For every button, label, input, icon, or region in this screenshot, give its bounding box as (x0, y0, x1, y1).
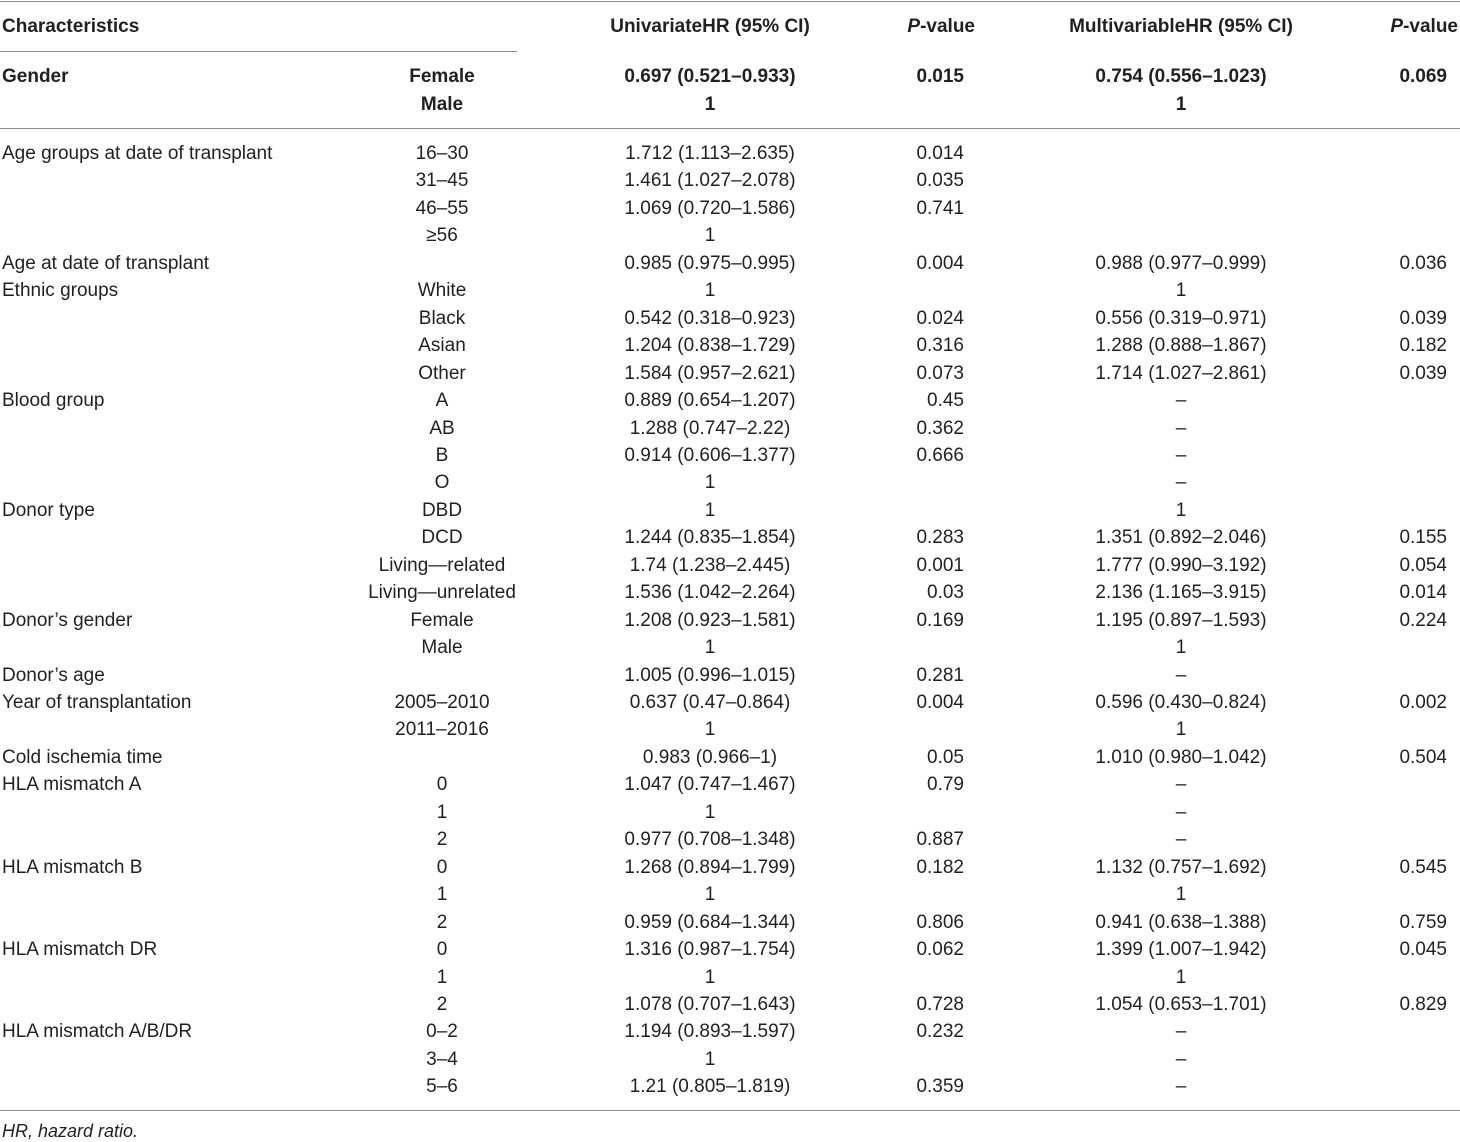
row-univariate-hr: 1.208 (0.923–1.581) (624, 609, 796, 631)
row-univariate-hr: 1 (704, 280, 716, 302)
row-multivariable-p: 0.045 (1399, 939, 1447, 961)
row-multivariable-hr: 1 (1175, 280, 1187, 302)
row-univariate-hr: 1 (704, 884, 716, 906)
row-category: Black (418, 307, 466, 329)
row-univariate-p: 0.79 (927, 774, 964, 796)
row-univariate-p: 0.316 (916, 335, 964, 357)
row-multivariable-hr: – (1175, 472, 1187, 494)
row-multivariable-hr: 0.556 (0.319–0.971) (1095, 307, 1267, 329)
row-univariate-hr: 1.461 (1.027–2.078) (624, 170, 796, 192)
row-multivariable-hr: 1 (1175, 966, 1187, 988)
row-univariate-p: 0.283 (916, 527, 964, 549)
row-univariate-hr: 0.914 (0.606–1.377) (624, 444, 796, 466)
header-univariate-p (907, 15, 975, 39)
row-multivariable-hr: 0.754 (0.556–1.023) (1095, 66, 1267, 87)
row-multivariable-hr: 1.351 (0.892–2.046) (1095, 527, 1267, 549)
row-category: DCD (421, 527, 463, 549)
row-category: 46–55 (415, 197, 469, 219)
row-univariate-hr: 1.047 (0.747–1.467) (624, 774, 796, 796)
row-characteristic: Age at date of transplant (2, 252, 210, 274)
row-category: 2 (436, 911, 448, 933)
row-category: 1 (436, 884, 448, 906)
row-multivariable-hr: 2.136 (1.165–3.915) (1095, 582, 1267, 604)
header-multivariable-p (1390, 15, 1458, 39)
row-univariate-p: 0.073 (916, 362, 964, 384)
row-category: 2 (436, 993, 448, 1015)
row-category: Male (421, 637, 463, 659)
characteristics-underline (0, 51, 517, 52)
row-univariate-hr: 0.697 (0.521–0.933) (624, 66, 796, 87)
row-category: 5–6 (426, 1076, 458, 1098)
row-category: 2005–2010 (394, 692, 490, 713)
row-univariate-hr: 1.268 (0.894–1.799) (624, 856, 796, 878)
row-multivariable-p: 0.155 (1399, 527, 1447, 549)
row-multivariable-p: 0.829 (1399, 993, 1447, 1015)
row-multivariable-hr: 1.132 (0.757–1.692) (1095, 856, 1267, 878)
row-multivariable-hr: 1 (1175, 719, 1187, 741)
row-multivariable-hr: 1.010 (0.980–1.042) (1095, 746, 1267, 768)
row-univariate-hr: 0.985 (0.975–0.995) (624, 252, 796, 274)
header-p-italic: P (907, 16, 921, 37)
header-univariate-hr: UnivariateHR (95% CI) (610, 16, 810, 37)
row-category: 31–45 (415, 170, 469, 192)
row-univariate-p: 0.741 (916, 197, 964, 219)
row-multivariable-hr: – (1175, 829, 1187, 851)
row-multivariable-hr: 0.596 (0.430–0.824) (1095, 692, 1267, 713)
row-multivariable-hr: 1.714 (1.027–2.861) (1095, 362, 1267, 384)
row-univariate-hr: 1 (704, 1048, 716, 1070)
row-category: 0–2 (426, 1021, 458, 1043)
row-univariate-hr: 1 (704, 225, 716, 247)
row-multivariable-hr: 1 (1175, 499, 1187, 521)
row-multivariable-hr: 1.777 (0.990–3.192) (1095, 554, 1267, 576)
row-characteristic: Donor’s gender (2, 609, 133, 631)
row-characteristic: HLA mismatch DR (2, 939, 158, 961)
header-p-suffix: -value (1403, 16, 1458, 37)
row-category: 0 (436, 939, 448, 961)
row-multivariable-p: 0.182 (1399, 335, 1447, 357)
row-multivariable-p: 0.759 (1399, 911, 1447, 933)
row-multivariable-hr: 1.288 (0.888–1.867) (1095, 335, 1267, 357)
row-category: 1 (436, 801, 448, 823)
row-multivariable-hr: 1 (1175, 93, 1187, 115)
row-multivariable-hr: – (1175, 774, 1187, 796)
row-multivariable-p: 0.039 (1399, 362, 1447, 384)
row-univariate-p: 0.182 (916, 856, 964, 878)
row-univariate-p: 0.232 (916, 1021, 964, 1043)
row-characteristic: Cold ischemia time (2, 746, 163, 768)
row-univariate-hr: 1 (704, 93, 716, 115)
row-multivariable-hr: – (1175, 444, 1187, 466)
row-category: 2011–2016 (395, 719, 489, 741)
row-univariate-p: 0.359 (916, 1076, 964, 1098)
row-category: B (435, 444, 449, 466)
row-univariate-p: 0.001 (916, 554, 964, 576)
row-multivariable-hr: – (1175, 390, 1187, 412)
row-univariate-p: 0.45 (927, 390, 964, 412)
row-category: Female (410, 609, 474, 631)
header-p-suffix: -value (920, 16, 975, 37)
row-univariate-hr: 1.712 (1.113–2.635) (625, 143, 795, 164)
row-univariate-hr: 1.204 (0.838–1.729) (624, 335, 796, 357)
row-univariate-p: 0.169 (916, 609, 964, 631)
row-multivariable-hr: 1 (1175, 884, 1187, 906)
row-category: ≥56 (426, 225, 458, 247)
row-univariate-p: 0.035 (916, 170, 964, 192)
row-characteristic: HLA mismatch A (2, 774, 142, 796)
row-characteristic: Ethnic groups (2, 280, 119, 302)
row-univariate-hr: 1.536 (1.042–2.264) (624, 582, 796, 604)
row-multivariable-p: 0.002 (1399, 692, 1447, 713)
row-category: 1 (436, 966, 448, 988)
row-univariate-p: 0.806 (916, 911, 964, 933)
row-multivariable-p: 0.545 (1399, 856, 1447, 878)
row-univariate-hr: 1 (704, 499, 716, 521)
row-multivariable-hr: – (1175, 801, 1187, 823)
row-category: Female (409, 66, 475, 87)
row-univariate-p: 0.004 (916, 692, 964, 713)
row-univariate-hr: 1.584 (0.957–2.621) (624, 362, 796, 384)
row-univariate-hr: 1.74 (1.238–2.445) (629, 554, 791, 576)
row-characteristic: Gender (2, 66, 69, 87)
row-characteristic: Blood group (2, 390, 105, 412)
row-category: White (417, 280, 467, 302)
row-univariate-hr: 1.078 (0.707–1.643) (624, 993, 796, 1015)
row-multivariable-hr: 1 (1175, 637, 1187, 659)
row-multivariable-hr: 0.988 (0.977–0.999) (1095, 252, 1267, 274)
row-univariate-hr: 1.194 (0.893–1.597) (624, 1021, 796, 1043)
row-multivariable-hr: – (1175, 1048, 1187, 1070)
row-multivariable-hr: 1.054 (0.653–1.701) (1095, 993, 1267, 1015)
row-category: O (434, 472, 450, 494)
row-univariate-p: 0.03 (927, 582, 964, 604)
row-univariate-hr: 0.977 (0.708–1.348) (624, 829, 796, 851)
header-p-italic: P (1390, 16, 1404, 37)
row-univariate-hr: 1.21 (0.805–1.819) (629, 1076, 791, 1098)
row-univariate-p: 0.728 (916, 993, 964, 1015)
row-category: Living—related (378, 554, 506, 576)
header-rule (0, 128, 1460, 129)
row-category: 0 (436, 774, 448, 796)
row-univariate-hr: 1.069 (0.720–1.586) (624, 197, 796, 219)
top-rule (0, 1, 1460, 2)
row-univariate-hr: 1.005 (0.996–1.015) (624, 664, 796, 686)
row-univariate-hr: 1 (704, 966, 716, 988)
row-multivariable-p: 0.504 (1399, 746, 1447, 768)
row-univariate-p: 0.014 (916, 143, 964, 164)
row-univariate-hr: 0.983 (0.966–1) (642, 746, 778, 768)
row-multivariable-p: 0.224 (1399, 609, 1447, 631)
row-multivariable-p: 0.039 (1399, 307, 1447, 329)
row-multivariable-hr: – (1175, 664, 1187, 686)
row-univariate-hr: 1 (704, 801, 716, 823)
table-footnote: HR, hazard ratio. (2, 1121, 139, 1141)
row-univariate-p: 0.887 (916, 829, 964, 851)
row-multivariable-hr: 1.195 (0.897–1.593) (1095, 609, 1267, 631)
row-multivariable-hr: 1.399 (1.007–1.942) (1095, 939, 1267, 961)
row-univariate-p: 0.024 (916, 307, 964, 329)
row-univariate-hr: 0.637 (0.47–0.864) (629, 692, 791, 713)
row-univariate-hr: 1.288 (0.747–2.22) (629, 417, 791, 439)
row-univariate-hr: 0.959 (0.684–1.344) (624, 911, 796, 933)
row-univariate-p: 0.062 (916, 939, 964, 961)
row-characteristic: Year of transplantation (2, 692, 192, 713)
header-multivariable-hr: MultivariableHR (95% CI) (1069, 16, 1293, 37)
row-characteristic: Donor’s age (2, 664, 105, 686)
row-multivariable-p: 0.036 (1399, 252, 1447, 274)
row-multivariable-hr: – (1175, 417, 1187, 439)
row-multivariable-p: 0.069 (1399, 66, 1447, 87)
row-characteristic: HLA mismatch A/B/DR (2, 1021, 193, 1043)
row-category: 0 (436, 856, 448, 878)
row-univariate-hr: 1 (704, 637, 716, 659)
row-univariate-hr: 1 (704, 719, 716, 741)
row-multivariable-hr: – (1175, 1021, 1187, 1043)
row-category: Asian (418, 335, 466, 357)
row-category: 2 (436, 829, 448, 851)
row-univariate-hr: 1 (704, 472, 716, 494)
row-category: A (435, 390, 449, 412)
row-category: 16–30 (415, 143, 469, 164)
row-univariate-p: 0.281 (916, 664, 964, 686)
row-category: Male (420, 93, 464, 115)
row-multivariable-p: 0.054 (1399, 554, 1447, 576)
row-category: AB (429, 417, 455, 439)
row-characteristic: Donor type (2, 499, 95, 521)
header-characteristics: Characteristics (2, 16, 140, 37)
row-category: DBD (421, 499, 463, 521)
row-univariate-p: 0.004 (916, 252, 964, 274)
row-univariate-hr: 0.542 (0.318–0.923) (624, 307, 796, 329)
row-univariate-p: 0.666 (916, 444, 964, 466)
row-characteristic: Age groups at date of transplant (2, 143, 273, 164)
row-multivariable-hr: – (1175, 1076, 1187, 1098)
row-univariate-p: 0.05 (927, 746, 964, 768)
row-multivariable-p: 0.014 (1399, 582, 1447, 604)
row-category: Other (418, 362, 466, 384)
row-univariate-p: 0.015 (916, 66, 964, 87)
bottom-rule (0, 1110, 1460, 1111)
row-univariate-hr: 0.889 (0.654–1.207) (624, 390, 796, 412)
row-multivariable-hr: 0.941 (0.638–1.388) (1095, 911, 1267, 933)
row-category: 3–4 (426, 1048, 458, 1070)
row-category: Living—unrelated (368, 582, 516, 604)
row-characteristic: HLA mismatch B (2, 856, 143, 878)
row-univariate-hr: 1.244 (0.835–1.854) (624, 527, 796, 549)
row-univariate-hr: 1.316 (0.987–1.754) (624, 939, 796, 961)
row-univariate-p: 0.362 (916, 417, 964, 439)
